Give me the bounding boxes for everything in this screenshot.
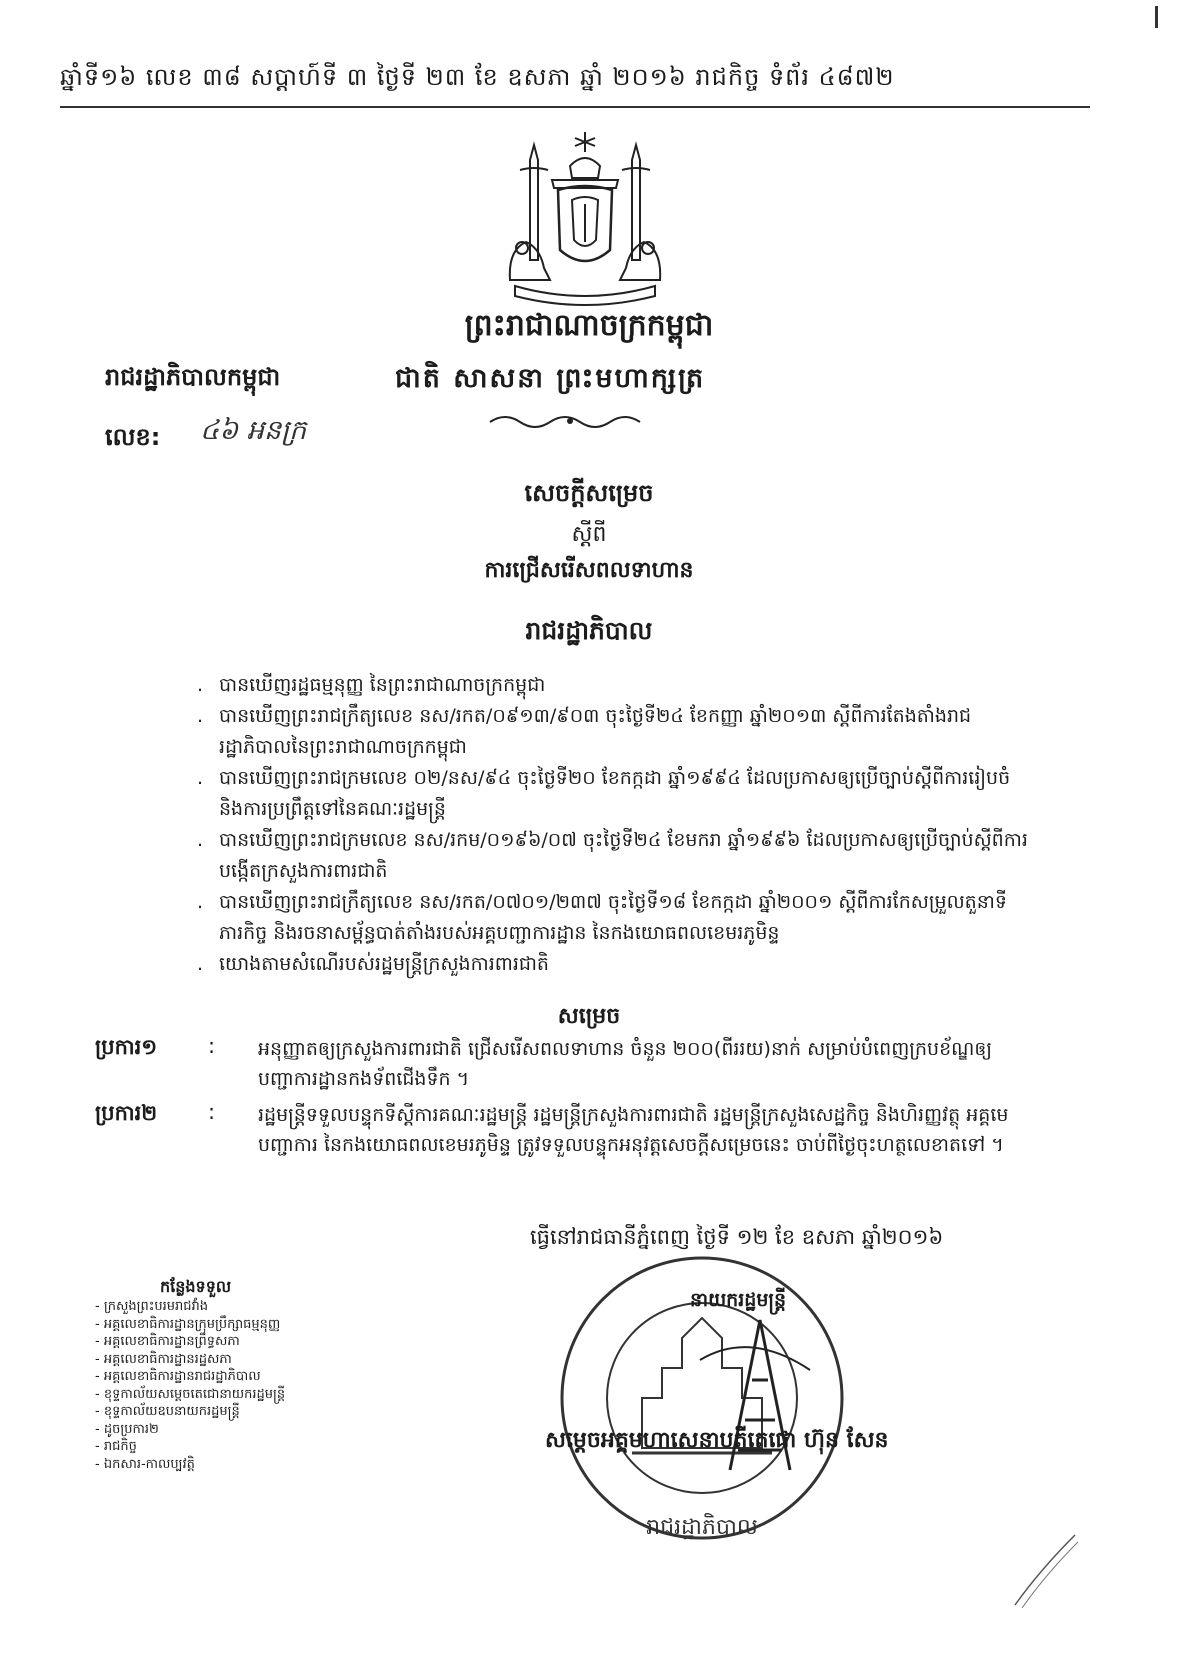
article-1-text: អនុញ្ញាតឲ្យក្រសួងការពារជាតិ ជ្រើសរើសពលទាហាន ចំនួន ២០០(ពីររយ)នាក់ សម្រាប់បំពេញក្របខ័ណ្ឌឲ្យបញ្ជាការដ្ឋានកងទ័ពជើងទឹក ។	[258, 1038, 993, 1090]
scan-stroke-mark	[1010, 1530, 1080, 1610]
article-1-colon: :	[208, 1034, 216, 1058]
recipient-item: - អគ្គលេខាធិការដ្ឋានក្រុមប្រឹក្សាធម្មនុញ្ញ	[95, 1316, 281, 1332]
document-subject: ការជ្រើសរើសពលទាហាន	[484, 558, 694, 583]
article-2-text: រដ្ឋមន្ត្រីទទួលបន្ទុកទីស្តីការគណៈរដ្ឋមន្ត្រី រដ្ឋមន្ត្រីក្រសួងការពារជាតិ រដ្ឋមន្ត្រីក្រសួងសេដ្ឋកិច្ច និងហិរញ្ញវត្ថុ អគ្គមេបញ្ជាការ នៃកងយោធពលខេមរភូមិន្ទ ត្រូវទទួលបន្ទុកអនុវត្តសេចក្តីសម្រេចនេះ ចាប់ពីថ្ងៃចុះហត្ថលេខាតទៅ ។	[258, 1104, 1009, 1156]
document-about: ស្តីពី	[571, 522, 607, 547]
recital-item: . បានឃើញព្រះរាជក្រមលេខ ០២/នស/៩៤ ចុះថ្ងៃទី២០ ខែកក្កដា ឆ្នាំ១៩៩៤ ដែលប្រកាសឲ្យប្រើច្បាប់ស្តីពីការរៀបចំ និងការប្រព្រឹត្តទៅនៃគណៈរដ្ឋមន្ត្រី	[197, 767, 1011, 820]
document-type: សេចក្តីសម្រេច	[524, 479, 654, 507]
royal-coat-of-arms-emblem	[490, 130, 680, 310]
article-2-colon: :	[208, 1100, 216, 1124]
recipient-item: - ដូចប្រការ២	[95, 1421, 159, 1437]
recipient-item: - អគ្គលេខាធិការដ្ឋានរាជរដ្ឋាភិបាល	[95, 1369, 261, 1384]
kingdom-name: ព្រះរាជាណាចក្រកម្ពុជា	[464, 308, 714, 343]
gazette-header: ឆ្នាំទី១៦ លេខ ៣៨ សប្តាហ៍ទី ៣ ថ្ងៃទី ២៣ ខែ ឧសភា ឆ្នាំ ២០១៦ រាជកិច្ច ទំព័រ ៤៨៧២	[60, 63, 895, 91]
recital-item: . យោងតាមសំណើរបស់រដ្ឋមន្ត្រីក្រសួងការពារជាតិ	[197, 953, 549, 975]
national-motto: ជាតិ សាសនា ព្រះមហាក្សត្រ	[395, 363, 706, 394]
recipients-list	[95, 1298, 395, 1473]
article-1-label: ប្រការ១	[95, 1035, 158, 1059]
document-number-value: ៤៦ អនក្រ	[200, 415, 307, 446]
decision-heading: សម្រេច	[557, 1004, 621, 1029]
recipient-item: - ខុទ្ទកាល័យសម្តេចតេជោនាយករដ្ឋមន្ត្រី	[95, 1386, 286, 1402]
scan-edge-mark	[1155, 6, 1168, 28]
recipient-item: - ខុទ្ទកាល័យឧបនាយករដ្ឋមន្ត្រី	[95, 1404, 240, 1419]
recitals-list	[197, 670, 1035, 980]
authority-heading: រាជរដ្ឋាភិបាល	[525, 616, 653, 645]
recital-item: . បានឃើញព្រះរាជក្រឹត្យលេខ នស/រកត/០៧០១/២៣៧ ចុះថ្ងៃទី១៨ ខែកក្កដា ឆ្នាំ២០០១ ស្តីពីការកែសម្រួលតួនាទីភារកិច្ច និងរចនាសម្ព័ន្ធបាត់តាំងរបស់អគ្គបញ្ជាការដ្ឋាន នៃកងយោធពលខេមរភូមិន្ទ	[197, 891, 1007, 944]
signatory-title: នាយករដ្ឋមន្ត្រី	[690, 1289, 787, 1311]
recital-item: . បានឃើញរដ្ឋធម្មនុញ្ញ នៃព្រះរាជាណាចក្រកម្ពុជា	[197, 674, 546, 696]
recipient-item: - ឯកសារ-កាលប្បវត្តិ	[95, 1456, 195, 1472]
ornament-divider	[485, 410, 655, 432]
recipient-item: - អគ្គលេខាធិការដ្ឋានព្រឹទ្ធសភា	[95, 1334, 240, 1349]
svg-text:រាជរដ្ឋាភិបាល: រាជរដ្ឋាភិបាល	[646, 1515, 758, 1540]
document-number-label: លេខ:	[105, 423, 161, 451]
header-rule	[60, 106, 1090, 108]
article-2-label: ប្រការ២	[95, 1101, 158, 1125]
recipients-heading: កន្លែងទទួល	[160, 1277, 232, 1296]
recipient-item: - ក្រសួងព្រះបរមរាជវាំង	[95, 1299, 209, 1314]
recipient-item: - រាជកិច្ច	[95, 1439, 137, 1454]
issuing-authority: រាជរដ្ឋាភិបាលកម្ពុជា	[105, 363, 281, 391]
recipient-item: - អគ្គលេខាធិការដ្ឋានរដ្ឋសភា	[95, 1351, 232, 1367]
signing-date-place: ធ្វើនៅរាជធានីភ្នំពេញ ថ្ងៃទី ១២ ខែ ឧសភា ឆ្នាំ២០១៦	[530, 1225, 944, 1249]
recital-item: . បានឃើញព្រះរាជក្រឹត្យលេខ នស/រកត/០៩១៣/៩០៣ ចុះថ្ងៃទី២៤ ខែកញ្ញា ឆ្នាំ២០១៣ ស្តីពីការតែងតាំងរាជរដ្ឋាភិបាលនៃព្រះរាជាណាចក្រកម្ពុជា	[197, 705, 972, 758]
recital-item: . បានឃើញព្រះរាជក្រមលេខ នស/រកម/០១៩៦/០៧ ចុះថ្ងៃទី២៤ ខែមករា ឆ្នាំ១៩៩៦ ដែលប្រកាសឲ្យប្រើច្បាប់ស្តីពីការបង្កើតក្រសួងការពារជាតិ	[197, 829, 1028, 882]
signatory-name: សម្តេចអគ្គមហាសេនាបតីតេជោ ហ៊ុន សែន	[545, 1428, 889, 1453]
